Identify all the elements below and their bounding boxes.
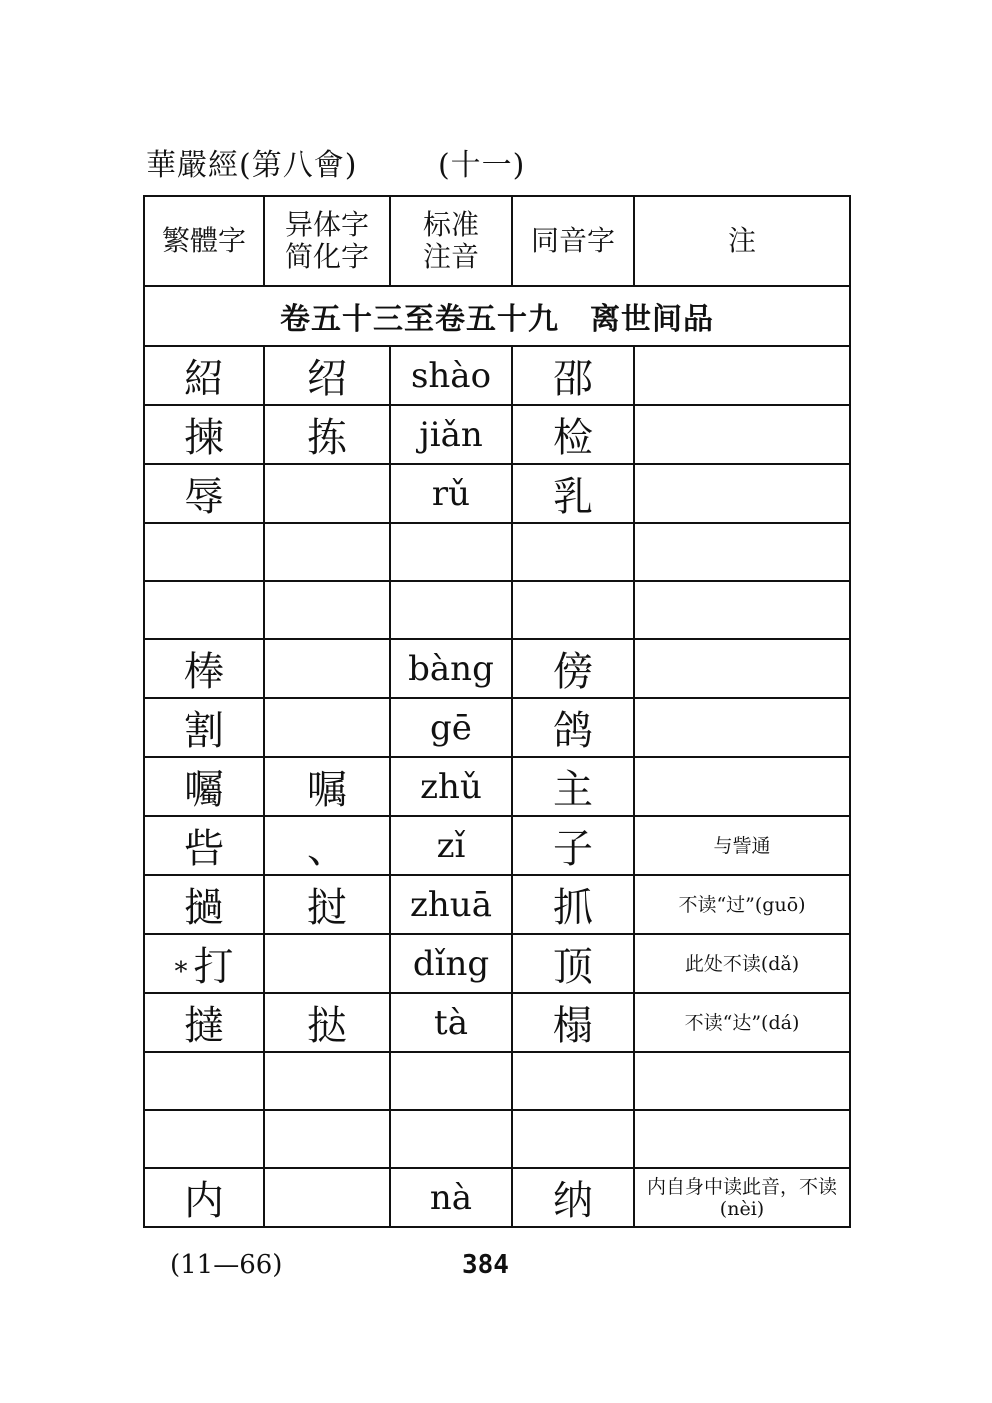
cell-note	[634, 405, 850, 464]
cell-traditional	[144, 523, 264, 581]
cell-pinyin: zhǔ	[390, 757, 512, 816]
cell-homophone: 榻	[512, 993, 634, 1052]
col-note: 注	[634, 196, 850, 286]
cell-note	[634, 757, 850, 816]
table-row	[144, 698, 850, 757]
col-variant	[264, 196, 390, 286]
cell-note: 不读“过”(guō)	[634, 875, 850, 934]
cell-note	[634, 346, 850, 405]
col-variant-line2: 简化字	[284, 240, 369, 273]
section-row	[144, 286, 850, 346]
cell-pinyin	[390, 1052, 512, 1110]
cell-traditional: 撻	[144, 993, 264, 1052]
cell-homophone: 主	[512, 757, 634, 816]
cell-pinyin	[390, 1110, 512, 1168]
cell-pinyin: dǐng	[390, 934, 512, 993]
cell-homophone: 乳	[512, 464, 634, 523]
cell-pinyin	[390, 581, 512, 639]
table-row	[144, 875, 850, 934]
cell-note: 与訾通	[634, 816, 850, 875]
cell-homophone: 邵	[512, 346, 634, 405]
cell-homophone	[512, 581, 634, 639]
header-row	[144, 196, 850, 286]
cell-traditional: 揀	[144, 405, 264, 464]
cell-homophone: 抓	[512, 875, 634, 934]
cell-pinyin: shào	[390, 346, 512, 405]
cell-simplified: 拣	[264, 405, 390, 464]
cell-simplified	[264, 523, 390, 581]
cell-simplified	[264, 581, 390, 639]
page-number: 384	[462, 1250, 509, 1280]
table-row	[144, 1052, 850, 1110]
book-title: 華嚴經(第八會)	[146, 148, 358, 183]
cell-note	[634, 639, 850, 698]
table-row	[144, 993, 850, 1052]
cell-note	[634, 1052, 850, 1110]
table-row	[144, 464, 850, 523]
col-pinyin-line1: 标准	[422, 208, 479, 241]
cell-traditional	[144, 1110, 264, 1168]
cell-traditional: 撾	[144, 875, 264, 934]
table-row	[144, 757, 850, 816]
cell-simplified: 挞	[264, 993, 390, 1052]
col-pinyin	[390, 196, 512, 286]
footer-code: (11—66)	[170, 1250, 283, 1280]
cell-traditional: 割	[144, 698, 264, 757]
cell-traditional: 呰	[144, 816, 264, 875]
table-row	[144, 346, 850, 405]
cell-homophone: 子	[512, 816, 634, 875]
cell-pinyin: jiǎn	[390, 405, 512, 464]
cell-homophone	[512, 1052, 634, 1110]
cell-homophone	[512, 1110, 634, 1168]
cell-note	[634, 581, 850, 639]
cell-simplified	[264, 464, 390, 523]
page-header	[146, 140, 525, 184]
cell-pinyin: bàng	[390, 639, 512, 698]
cell-homophone	[512, 523, 634, 581]
cell-traditional	[144, 934, 264, 993]
cell-traditional: 紹	[144, 346, 264, 405]
cell-pinyin: zǐ	[390, 816, 512, 875]
section-title: 卷五十三至卷五十九 离世间品	[144, 286, 850, 346]
table-row	[144, 639, 850, 698]
cell-simplified	[264, 1110, 390, 1168]
cell-pinyin: rǔ	[390, 464, 512, 523]
col-variant-line1: 异体字	[284, 208, 369, 241]
cell-pinyin: zhuā	[390, 875, 512, 934]
cell-simplified	[264, 639, 390, 698]
asterisk-mark: *	[174, 957, 188, 987]
table-row	[144, 1168, 850, 1227]
cell-pinyin: tà	[390, 993, 512, 1052]
col-pinyin-line2: 注音	[422, 240, 479, 273]
cell-homophone: 顶	[512, 934, 634, 993]
volume-number: (十一)	[437, 148, 526, 183]
cell-traditional: 内	[144, 1168, 264, 1227]
cell-traditional	[144, 1052, 264, 1110]
cell-pinyin: nà	[390, 1168, 512, 1227]
cell-simplified	[264, 934, 390, 993]
cell-simplified: 绍	[264, 346, 390, 405]
cell-note	[634, 464, 850, 523]
cell-note	[634, 523, 850, 581]
cell-simplified: 嘱	[264, 757, 390, 816]
col-traditional: 繁體字	[144, 196, 264, 286]
cell-pinyin	[390, 523, 512, 581]
cell-homophone: 检	[512, 405, 634, 464]
cell-pinyin: gē	[390, 698, 512, 757]
cell-traditional-text: 打	[193, 944, 234, 990]
cell-traditional: 棒	[144, 639, 264, 698]
cell-homophone: 傍	[512, 639, 634, 698]
cell-simplified: 、	[264, 816, 390, 875]
glossary-table	[143, 195, 851, 1228]
cell-simplified	[264, 1052, 390, 1110]
cell-homophone: 纳	[512, 1168, 634, 1227]
table-row	[144, 581, 850, 639]
table-row	[144, 816, 850, 875]
cell-traditional: 囑	[144, 757, 264, 816]
cell-note: 内自身中读此音，不读(nèi)	[634, 1168, 850, 1227]
col-homophone: 同音字	[512, 196, 634, 286]
cell-note: 此处不读(dǎ)	[634, 934, 850, 993]
cell-homophone: 鸽	[512, 698, 634, 757]
table-row	[144, 405, 850, 464]
cell-note	[634, 698, 850, 757]
cell-simplified: 挝	[264, 875, 390, 934]
cell-simplified	[264, 1168, 390, 1227]
cell-note	[634, 1110, 850, 1168]
cell-simplified	[264, 698, 390, 757]
table-row	[144, 934, 850, 993]
table-row	[144, 1110, 850, 1168]
cell-traditional: 辱	[144, 464, 264, 523]
table-row	[144, 523, 850, 581]
cell-traditional	[144, 581, 264, 639]
cell-note: 不读“达”(dá)	[634, 993, 850, 1052]
